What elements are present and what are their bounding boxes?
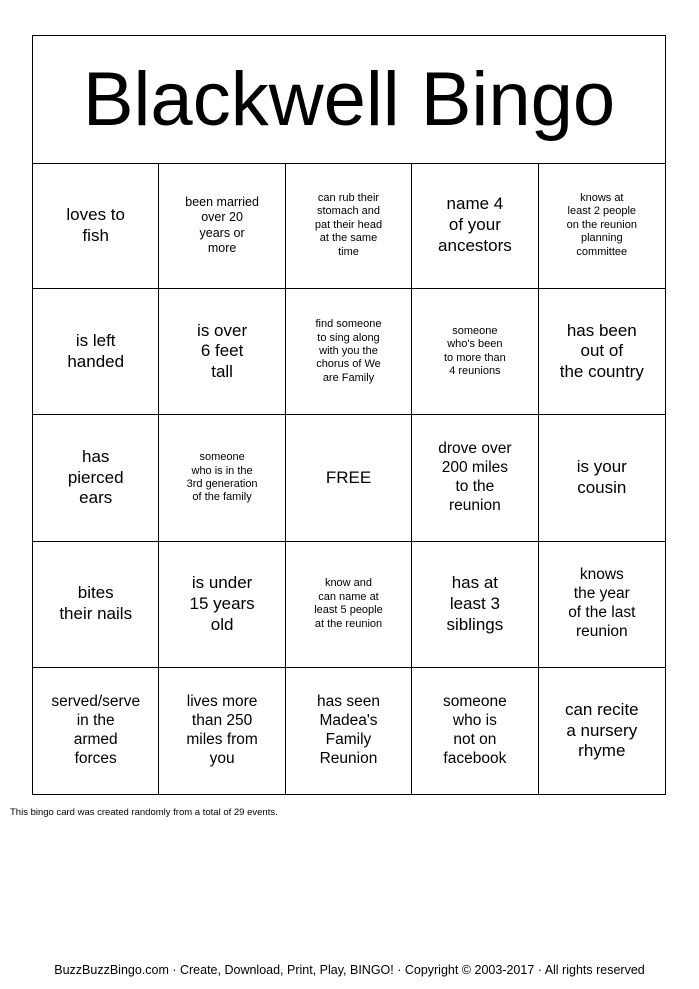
- bingo-cell: can recite a nursery rhyme: [564, 699, 639, 761]
- bingo-cell: can rub their stomach and pat their head at the same time: [286, 163, 412, 289]
- bingo-cell: knows at least 2 people on the reunion planning committee: [539, 163, 665, 289]
- bingo-cell: served/serve in the armed forces: [33, 668, 159, 794]
- bingo-cell: someone who's been to more than 4 reunions: [412, 289, 538, 415]
- bingo-cell: been married over 20 years or more: [159, 163, 285, 289]
- bingo-cell: is under 15 years old: [159, 542, 285, 668]
- bingo-cell: FREE: [286, 415, 412, 541]
- bingo-cell: is your cousin: [539, 415, 665, 541]
- bingo-cell: has been out of the country: [539, 289, 665, 415]
- bingo-cell: find someone to sing along with you the chorus of We are Family: [286, 289, 412, 415]
- bingo-cell: someone who is not on facebook: [412, 668, 538, 794]
- bingo-cell: knows the year of the last reunion: [539, 542, 665, 668]
- bingo-cell: someone who is in the 3rd generation of the family: [159, 415, 285, 541]
- footer-text: BuzzBuzzBingo.com · Create, Download, Print, Play, BINGO! · Copyright © 2003-2017 · All rights reserved: [54, 963, 645, 977]
- bingo-cell: drove over 200 miles to the reunion: [412, 415, 538, 541]
- bingo-cell: has seen Madea's Family Reunion: [286, 668, 412, 794]
- bingo-cell: is left handed: [33, 289, 159, 415]
- bingo-cell: name 4 of your ancestors: [412, 163, 538, 289]
- bingo-cell: is over 6 feet tall: [159, 289, 285, 415]
- bingo-grid: [33, 163, 665, 794]
- bingo-cell: know and can name at least 5 people at the reunion: [286, 542, 412, 668]
- bingo-cell: lives more than 250 miles from you: [159, 668, 285, 794]
- bingo-cell: bites their nails: [33, 542, 159, 668]
- bingo-cell: has pierced ears: [33, 415, 159, 541]
- card-title: Blackwell Bingo: [33, 36, 665, 164]
- generation-note: This bingo card was created randomly from a total of 29 events.: [10, 807, 278, 818]
- bingo-card: [32, 35, 666, 795]
- bingo-cell: loves to fish: [33, 163, 159, 289]
- bingo-cell: has at least 3 siblings: [412, 542, 538, 668]
